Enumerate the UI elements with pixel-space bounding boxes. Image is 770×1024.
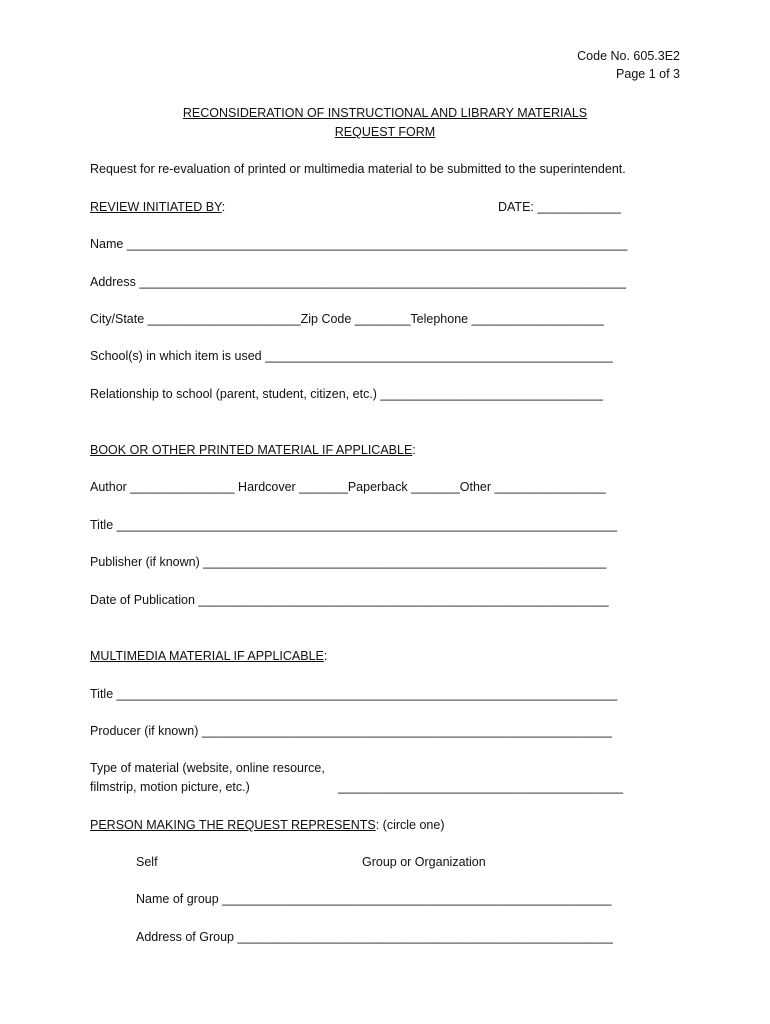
person-heading-label: PERSON MAKING THE REQUEST REPRESENTS (90, 818, 376, 832)
name-field[interactable]: Name ________________________________________________________________________ (90, 237, 628, 251)
relationship-field[interactable]: Relationship to school (parent, student, citizen, etc.) ________________________________ (90, 387, 603, 401)
multimedia-heading (90, 648, 327, 664)
option-group[interactable]: Group or Organization (362, 855, 486, 869)
review-heading-colon: : (221, 200, 226, 214)
publisher-field[interactable]: Publisher (if known) __________________________________________________________ (90, 555, 607, 569)
producer-field[interactable]: Producer (if known) ___________________________________________________________ (90, 724, 613, 738)
date-field[interactable]: DATE: ____________ (498, 200, 621, 214)
code-number: Code No. 605.3E2 (577, 49, 680, 63)
multimedia-title-field[interactable]: Title ________________________________________________________________________ (90, 687, 618, 701)
form-title: RECONSIDERATION OF INSTRUCTIONAL AND LIBRARY MATERIALS (182, 106, 588, 120)
group-address-field[interactable]: Address of Group ______________________________________________________ (136, 930, 613, 944)
book-heading-label: BOOK OR OTHER PRINTED MATERIAL IF APPLICABLE (90, 443, 413, 457)
option-self[interactable]: Self (136, 855, 158, 869)
book-title-field[interactable]: Title ________________________________________________________________________ (90, 518, 618, 532)
book-heading (90, 442, 416, 458)
material-type-label-2: filmstrip, motion picture, etc.) (90, 780, 250, 794)
person-heading-suffix: : (circle one) (375, 818, 445, 832)
multimedia-heading-label: MULTIMEDIA MATERIAL IF APPLICABLE (90, 649, 324, 663)
group-name-field[interactable]: Name of group ________________________________________________________ (136, 892, 612, 906)
person-heading (90, 817, 445, 833)
publication-date-field[interactable]: Date of Publication ___________________________________________________________ (90, 593, 609, 607)
material-type-field[interactable]: _________________________________________ (338, 780, 624, 794)
city-state-zip-phone-field[interactable]: City/State ______________________Zip Code ________Telephone ___________________ (90, 312, 604, 326)
intro-text: Request for re-evaluation of printed or multimedia material to be submitted to the superintendent. (90, 162, 626, 176)
multimedia-heading-colon: : (323, 649, 328, 663)
review-heading-label: REVIEW INITIATED BY (90, 200, 222, 214)
address-field[interactable]: Address ______________________________________________________________________ (90, 275, 626, 289)
author-format-field[interactable]: Author _______________ Hardcover _______Paperback _______Other ________________ (90, 480, 606, 494)
form-subtitle: REQUEST FORM (334, 125, 436, 139)
book-heading-colon: : (412, 443, 416, 457)
material-type-label-1: Type of material (website, online resource, (90, 761, 325, 775)
review-heading (90, 199, 225, 215)
page-number: Page 1 of 3 (616, 67, 680, 81)
schools-field[interactable]: School(s) in which item is used __________________________________________________ (90, 349, 613, 363)
